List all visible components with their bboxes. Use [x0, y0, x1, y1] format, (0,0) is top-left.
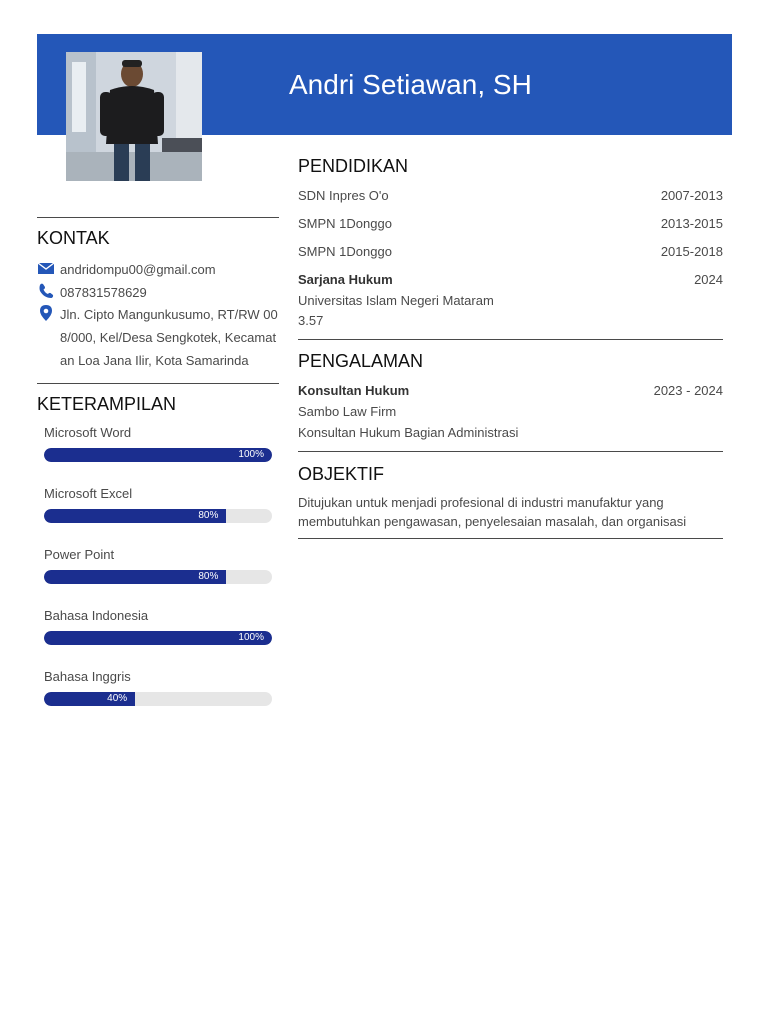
location-pin-icon: [37, 303, 55, 321]
skill-bar-fill: [44, 631, 272, 645]
skill-label: Microsoft Word: [44, 425, 132, 440]
skill-label: Power Point: [44, 547, 115, 562]
skill-percent: 100%: [238, 449, 264, 460]
degree-year: 2024: [694, 272, 723, 287]
skill-bar-track: [44, 631, 272, 645]
contact-divider: [37, 217, 279, 218]
objective-section-title: OBJEKTIF: [298, 464, 385, 484]
education-row: [298, 188, 723, 203]
experience-row: [298, 383, 723, 398]
experience-section-title: PENGALAMAN: [298, 351, 424, 371]
degree-row: [298, 272, 723, 287]
contact-email-row: [37, 258, 216, 281]
profile-photo: [66, 52, 202, 181]
mail-icon: [37, 258, 55, 276]
education-years: 2007-2013: [660, 188, 723, 203]
skill-percent: 80%: [198, 571, 219, 582]
education-section-title: PENDIDIKAN: [298, 156, 409, 176]
skill-bar-fill: [44, 570, 226, 584]
contact-address-row: [37, 303, 278, 372]
education-school: SMPN 1Donggo: [298, 244, 392, 259]
skill-item: [44, 548, 272, 584]
education-row: [298, 244, 723, 259]
skills-divider: [37, 383, 279, 384]
skill-label: Bahasa Indonesia: [44, 608, 149, 623]
degree-gpa: 3.57: [298, 313, 324, 328]
objective-divider: [298, 538, 723, 539]
skill-bar-track: [44, 570, 272, 584]
skill-item: [44, 609, 272, 645]
candidate-name: Andri Setiawan, SH: [289, 69, 532, 100]
skill-label: Bahasa Inggris: [44, 669, 131, 684]
skill-label: Microsoft Excel: [44, 486, 133, 501]
experience-description: Konsultan Hukum Bagian Administrasi: [298, 425, 519, 440]
education-years: 2015-2018: [660, 244, 723, 259]
experience-divider: [298, 451, 723, 452]
experience-company: Sambo Law Firm: [298, 404, 397, 419]
contact-email[interactable]: andridompu00@gmail.com: [60, 262, 216, 277]
contact-section-title: KONTAK: [37, 228, 110, 248]
education-school: SMPN 1Donggo: [298, 216, 392, 231]
skill-item: [44, 426, 272, 462]
skill-percent: 80%: [198, 510, 219, 521]
experience-role: Konsultan Hukum: [298, 383, 410, 398]
skill-bar-track: [44, 692, 272, 706]
education-years: 2013-2015: [660, 216, 723, 231]
contact-address: Jln. Cipto Mangunkusumo, RT/RW 008/000, Kel/Desa Sengkotek, Kecamatan Loa Jana Ilir, Kota Samarinda: [60, 307, 278, 368]
education-school: SDN Inpres O'o: [298, 188, 389, 203]
contact-phone[interactable]: 087831578629: [60, 285, 147, 300]
profile-photo-illustration: [66, 52, 202, 181]
phone-icon: [37, 281, 55, 299]
skill-item: [44, 487, 272, 523]
degree-title: Sarjana Hukum: [298, 272, 393, 287]
skill-bar-fill: [44, 509, 226, 523]
skill-bar-track: [44, 448, 272, 462]
experience-period: 2023 - 2024: [653, 383, 723, 398]
skill-bar-fill: [44, 448, 272, 462]
degree-institution: Universitas Islam Negeri Mataram: [298, 293, 494, 308]
skills-section-title: KETERAMPILAN: [37, 394, 177, 414]
skill-percent: 100%: [238, 632, 264, 643]
skill-percent: 40%: [107, 693, 128, 704]
education-divider: [298, 339, 723, 340]
objective-text: Ditujukan untuk menjadi profesional di industri manufaktur yang membutuhkan pengawasan, penyelesaian masalah, dan organisasi: [298, 495, 687, 529]
education-row: [298, 216, 723, 231]
skill-bar-fill: [44, 692, 135, 706]
skill-bar-track: [44, 509, 272, 523]
contact-phone-row: [37, 281, 147, 304]
skill-item: [44, 670, 272, 706]
